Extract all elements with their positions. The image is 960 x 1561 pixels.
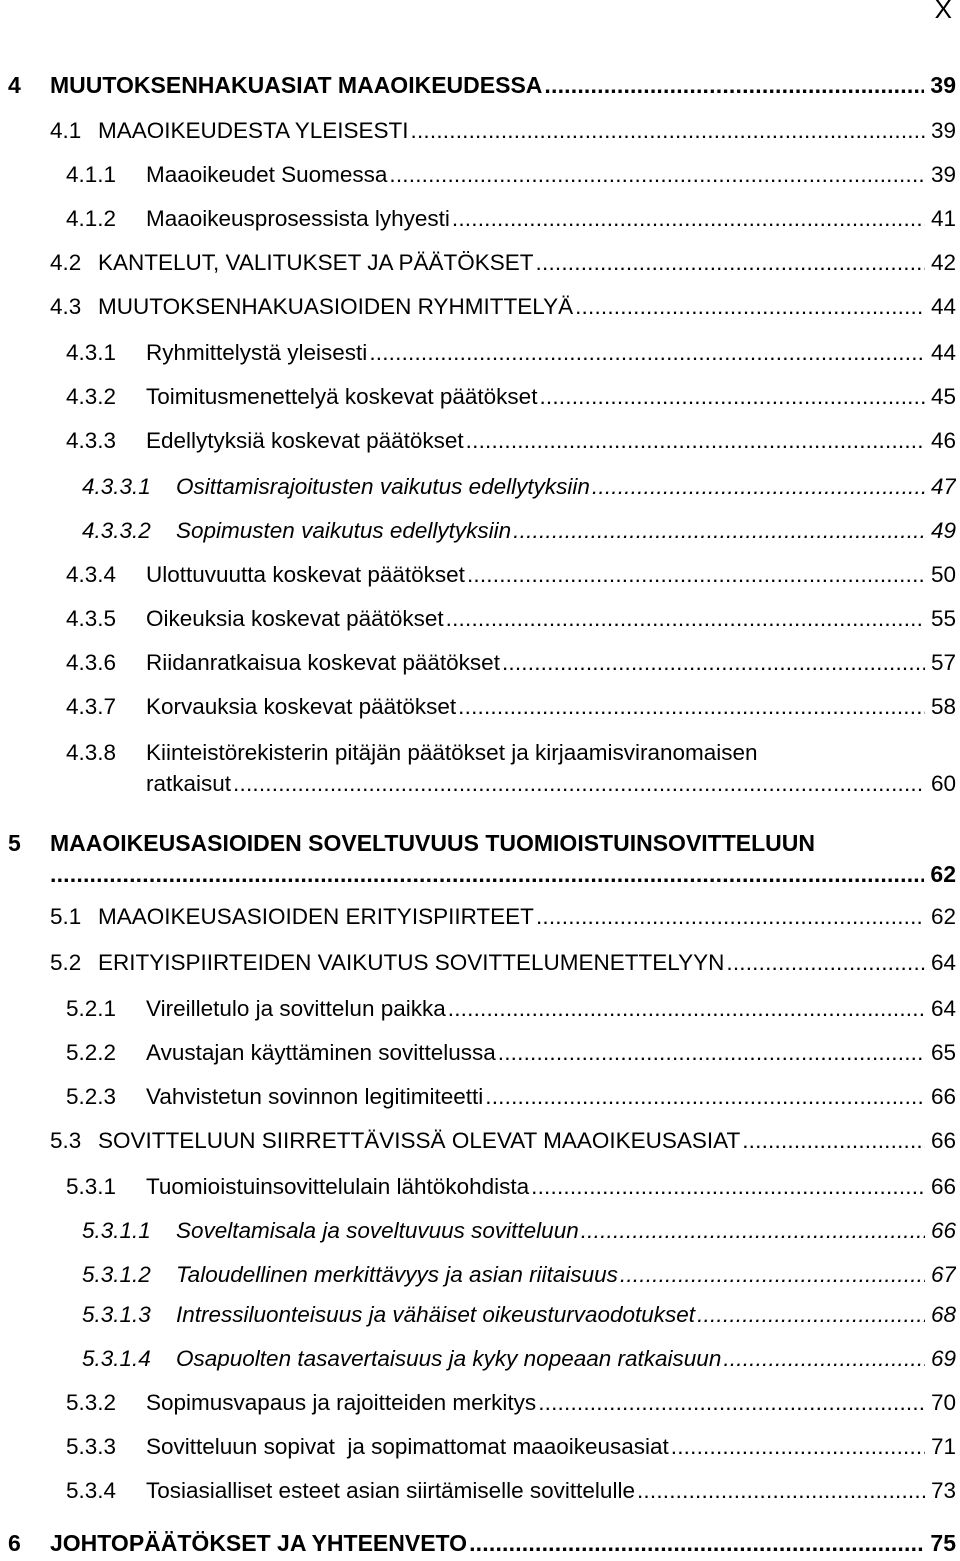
toc-entry-4-1-1[interactable] [0, 162, 960, 192]
entry-title-continued: ratkaisut [146, 771, 232, 796]
toc-entry-5-3-1-4[interactable] [0, 1346, 960, 1376]
toc-entry-4-1-2[interactable] [0, 206, 960, 236]
entry-page: 70 [930, 1390, 956, 1415]
entry-number: 4.3.2 [66, 384, 117, 409]
entry-page: 46 [930, 428, 956, 453]
entry-page: 71 [930, 1434, 956, 1459]
entry-title: Sovitteluun sopivat ja sopimattomat maaoikeusasiat [146, 1434, 669, 1459]
entry-number: 4.1 [50, 118, 82, 143]
entry-number: 5.2.2 [66, 1040, 117, 1065]
entry-page: 66 [930, 1218, 956, 1243]
entry-page: 73 [930, 1478, 956, 1503]
entry-title: Kiinteistörekisterin pitäjän päätökset ja kirjaamisviranomaisen [146, 740, 758, 765]
entry-page: 68 [930, 1302, 956, 1327]
entry-page: 67 [930, 1262, 956, 1287]
toc-entry-5-3-1[interactable] [0, 1174, 960, 1204]
entry-number: 5.2.3 [66, 1084, 117, 1109]
toc-entry-4-3-1[interactable] [0, 340, 960, 370]
dot-leader [531, 1174, 925, 1200]
entry-title: Sopimusvapaus ja rajoitteiden merkitys [146, 1390, 537, 1415]
toc-entry-5-3-4[interactable] [0, 1478, 960, 1508]
entry-number: 4 [8, 72, 21, 98]
toc-entry-4-3-4[interactable] [0, 562, 960, 592]
dot-leader [458, 694, 925, 720]
toc-entry-4-3-6[interactable] [0, 650, 960, 680]
dot-leader [581, 1218, 925, 1244]
entry-title: MAAOIKEUSASIOIDEN ERITYISPIIRTEET [98, 904, 534, 929]
entry-page: 65 [930, 1040, 956, 1065]
entry-page: 66 [930, 1128, 956, 1153]
entry-number: 4.3.7 [66, 694, 117, 719]
entry-page: 45 [930, 384, 956, 409]
entry-page: 50 [930, 562, 956, 587]
entry-number: 5.3.1 [66, 1174, 117, 1199]
entry-title: MAAOIKEUSASIOIDEN SOVELTUVUUS TUOMIOISTUINSOVITTELUUN [50, 830, 815, 856]
dot-leader [411, 118, 925, 144]
entry-page: 69 [930, 1346, 956, 1371]
toc-entry-5-3-1-2[interactable] [0, 1262, 960, 1292]
dot-leader [502, 650, 925, 676]
entry-title: Vahvistetun sovinnon legitimiteetti [146, 1084, 484, 1109]
entry-page: 57 [930, 650, 956, 675]
dot-leader [697, 1302, 925, 1328]
entry-number: 5.3.4 [66, 1478, 117, 1503]
entry-title: Edellytyksiä koskevat päätökset [146, 428, 464, 453]
entry-title: SOVITTELUUN SIIRRETTÄVISSÄ OLEVAT MAAOIKEUSASIAT [98, 1128, 741, 1153]
dot-leader [637, 1478, 925, 1504]
entry-title: Tuomioistuinsovittelulain lähtökohdista [146, 1174, 530, 1199]
entry-page: 39 [930, 162, 956, 187]
dot-leader [726, 950, 925, 976]
toc-entry-5-3-3[interactable] [0, 1434, 960, 1464]
toc-entry-4-3-8[interactable] [0, 740, 960, 802]
entry-title: Toimitusmenettelyä koskevat päätökset [146, 384, 538, 409]
dot-leader [233, 771, 925, 797]
toc-entry-4-3-2[interactable] [0, 384, 960, 414]
dot-leader [452, 206, 925, 232]
toc-entry-5-2-2[interactable] [0, 1040, 960, 1070]
toc-entry-5-3-1-1[interactable] [0, 1218, 960, 1248]
dot-leader [369, 340, 925, 366]
dot-leader [466, 428, 925, 454]
entry-number: 6 [8, 1530, 21, 1556]
entry-title: Sopimusten vaikutus edellytyksiin [176, 518, 512, 543]
dot-leader [539, 384, 925, 410]
entry-page: 62 [930, 904, 956, 929]
entry-page: 42 [930, 250, 956, 275]
entry-title: Ryhmittelystä yleisesti [146, 340, 368, 365]
entry-number: 4.3.5 [66, 606, 117, 631]
entry-title: Maaoikeudet Suomessa [146, 162, 388, 187]
toc-entry-4-3-3-2[interactable] [0, 518, 960, 548]
entry-number: 4.1.1 [66, 162, 117, 187]
entry-title: KANTELUT, VALITUKSET JA PÄÄTÖKSET [98, 250, 534, 275]
toc-entry-4-3-3-1[interactable] [0, 474, 960, 504]
toc-entry-4-3-5[interactable] [0, 606, 960, 636]
entry-title: Korvauksia koskevat päätökset [146, 694, 457, 719]
entry-title: Osittamisrajoitusten vaikutus edellytyksiin [176, 474, 590, 499]
entry-title: Tosiasialliset esteet asian siirtämiselle sovittelulle [146, 1478, 635, 1503]
entry-number: 4.3.3 [66, 428, 117, 453]
entry-title: MUUTOKSENHAKUASIOIDEN RYHMITTELYÄ [98, 294, 574, 319]
dot-leader [50, 861, 924, 888]
entry-title: ERITYISPIIRTEIDEN VAIKUTUS SOVITTELUMENETTELYYN [98, 950, 725, 975]
entry-page: 55 [930, 606, 956, 631]
dot-leader [498, 1040, 925, 1066]
toc-entry-5-2[interactable] [0, 950, 960, 980]
entry-title: Intressiluonteisuus ja vähäiset oikeusturvaodotukset [176, 1302, 696, 1327]
dot-leader [723, 1346, 925, 1372]
entry-page: 75 [930, 1530, 956, 1556]
entry-number: 5 [8, 830, 21, 856]
entry-number: 4.3.3.1 [82, 474, 151, 499]
entry-number: 5.3.3 [66, 1434, 117, 1459]
entry-title: Taloudellinen merkittävyys ja asian riitaisuus [176, 1262, 618, 1287]
dot-leader [467, 562, 925, 588]
entry-number: 4.1.2 [66, 206, 117, 231]
entry-page: 58 [930, 694, 956, 719]
entry-title: MUUTOKSENHAKUASIAT MAAOIKEUDESSA [50, 72, 543, 98]
entry-number: 4.3.3.2 [82, 518, 151, 543]
dot-leader [513, 518, 925, 544]
entry-number: 4.3.1 [66, 340, 117, 365]
entry-page: 66 [930, 1174, 956, 1199]
entry-number: 4.2 [50, 250, 82, 275]
entry-title: Soveltamisala ja soveltuvuus sovitteluun [176, 1218, 579, 1243]
toc-entry-4[interactable] [0, 72, 960, 102]
toc-entry-4-3-7[interactable] [0, 694, 960, 724]
entry-title: Maaoikeusprosessista lyhyesti [146, 206, 450, 231]
entry-title: Oikeuksia koskevat päätökset [146, 606, 444, 631]
entry-title: Osapuolten tasavertaisuus ja kyky nopeaan ratkaisuun [176, 1346, 722, 1371]
entry-page: 44 [930, 340, 956, 365]
entry-number: 4.3.6 [66, 650, 117, 675]
dot-leader [620, 1262, 925, 1288]
entry-number: 5.2 [50, 950, 82, 975]
toc-entry-5[interactable] [0, 830, 960, 892]
entry-title: Ulottuvuutta koskevat päätökset [146, 562, 465, 587]
toc-entry-5-2-3[interactable] [0, 1084, 960, 1114]
entry-page: 60 [930, 771, 956, 796]
entry-page: 62 [930, 861, 956, 887]
entry-number: 5.2.1 [66, 996, 117, 1021]
toc-entry-5-3-2[interactable] [0, 1390, 960, 1420]
entry-number: 5.3.1.1 [82, 1218, 151, 1243]
toc-entry-5-1[interactable] [0, 904, 960, 934]
entry-number: 4.3.8 [66, 740, 117, 765]
entry-number: 5.3.2 [66, 1390, 117, 1415]
entry-title: MAAOIKEUDESTA YLEISESTI [98, 118, 409, 143]
entry-number: 4.3.4 [66, 562, 117, 587]
entry-number: 5.3.1.3 [82, 1302, 151, 1327]
dot-leader [671, 1434, 925, 1460]
dot-leader [575, 294, 925, 320]
dot-leader [544, 72, 924, 99]
toc-entry-4-3[interactable] [0, 294, 960, 324]
dot-leader [446, 606, 925, 632]
entry-page: 39 [930, 72, 956, 98]
dot-leader [536, 904, 925, 930]
entry-number: 5.3.1.2 [82, 1262, 151, 1287]
entry-title: Vireilletulo ja sovittelun paikka [146, 996, 446, 1021]
entry-title: Riidanratkaisua koskevat päätökset [146, 650, 500, 675]
dot-leader [742, 1128, 925, 1154]
dot-leader [485, 1084, 925, 1110]
entry-page: 39 [930, 118, 956, 143]
dot-leader [469, 1530, 924, 1557]
entry-number: 4.3 [50, 294, 82, 319]
dot-leader [389, 162, 925, 188]
entry-page: 49 [930, 518, 956, 543]
toc-entry-5-3-1-3[interactable] [0, 1302, 960, 1332]
dot-leader [536, 250, 925, 276]
toc-entry-4-1[interactable] [0, 118, 960, 148]
dot-leader [448, 996, 925, 1022]
toc-entry-4-3-3[interactable] [0, 428, 960, 458]
dot-leader [538, 1390, 925, 1416]
entry-page: 64 [930, 996, 956, 1021]
toc-entry-4-2[interactable] [0, 250, 960, 280]
entry-page: 41 [930, 206, 956, 231]
dot-leader [592, 474, 925, 500]
entry-number: 5.3.1.4 [82, 1346, 151, 1371]
entry-page: 44 [930, 294, 956, 319]
entry-number: 5.1 [50, 904, 82, 929]
entry-title: Avustajan käyttäminen sovittelussa [146, 1040, 496, 1065]
entry-page: 47 [930, 474, 956, 499]
toc-entry-5-3[interactable] [0, 1128, 960, 1158]
entry-page: 66 [930, 1084, 956, 1109]
entry-number: 5.3 [50, 1128, 82, 1153]
toc-entry-5-2-1[interactable] [0, 996, 960, 1026]
toc-entry-6[interactable] [0, 1530, 960, 1560]
entry-title: JOHTOPÄÄTÖKSET JA YHTEENVETO [50, 1530, 468, 1556]
entry-page: 64 [930, 950, 956, 975]
corner-mark: X [934, 0, 952, 24]
